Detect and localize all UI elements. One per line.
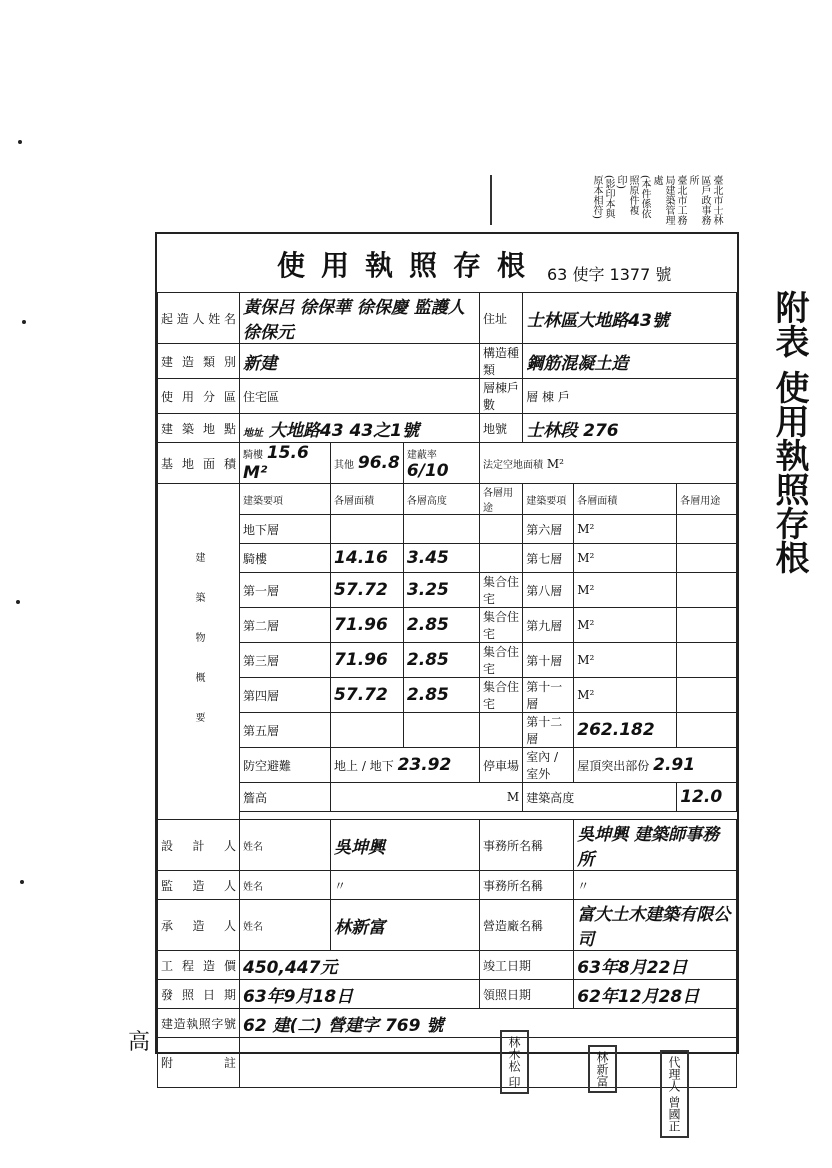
owner-row: 起造人姓名 黃保呂 徐保華 徐保慶 監護人徐保元 住址 士林區大地路43號 <box>158 293 737 344</box>
seal-2: 林新富 <box>588 1045 617 1093</box>
seal-1: 林木松 印 <box>500 1030 529 1094</box>
permit-number: 63 使字 1377 號 <box>547 265 672 284</box>
side-annotation: 附表 使用執照存根 <box>769 290 809 574</box>
address-value: 士林區大地路43號 <box>523 293 737 344</box>
seal-3: 代理人 曾國正 <box>660 1050 689 1138</box>
archive-stamp: 臺北市士林區戶政事務所 臺北市工務局建築管理處 (本件係依照原件複印) (影印本與原本相符) <box>490 175 722 225</box>
owner-value: 黃保呂 徐保華 徐保慶 監護人徐保元 <box>240 293 480 344</box>
form-table: 起造人姓名 黃保呂 徐保華 徐保慶 監護人徐保元 住址 士林區大地路43號 建造類別 新建 構造種類 鋼筋混凝土造 使用分區 住宅區 層棟戶數 層 棟 戶 建築地點 地址 大地路43 43之1號 地號 士林段 276 基地面積 騎樓 15.6 M² 其他 96.8 建蔽率 6/10 法定空地面積 M² 建築物概要 建築要項 各層面積 各層高度 各層用途 建築要項 各層面積 各層用途 地下層 第六層 M² 騎樓 14.16 3.45 第七層 M² 第一層 57.72 3.25 集合住宅 第八層 M² 第二層 71.96 2.85 集合住宅 第九層 M² 第三層 71.96 2.85 集合住宅 第十層 M² 第四層 57.72 2.85 集合住宅 第十一層 M² 第五層 第十二層 262.182 防空避難 地上 / 地下 23.92 停車場 室內 / 室外 屋頂突出部份 2.91 簷高 M 建築高度 12.0 設計人 姓名 吳坤興 事務所名稱 吳坤興 建築師事務所 監造人 姓名 〃 事務所名稱 〃 承造人 姓名 林新富 營造廠名稱 富大土木建築有限公司 工程造價 450,447元 竣工日期 63年8月22日 發照日期 63年9月18日 領照日期 62年12月28日 建造執照字號 62 建(二) 營建字 769 號 附註 <box>157 292 737 1088</box>
form-title: 使用執照存根 <box>277 249 542 282</box>
margin-mark: 高 <box>128 1030 151 1055</box>
